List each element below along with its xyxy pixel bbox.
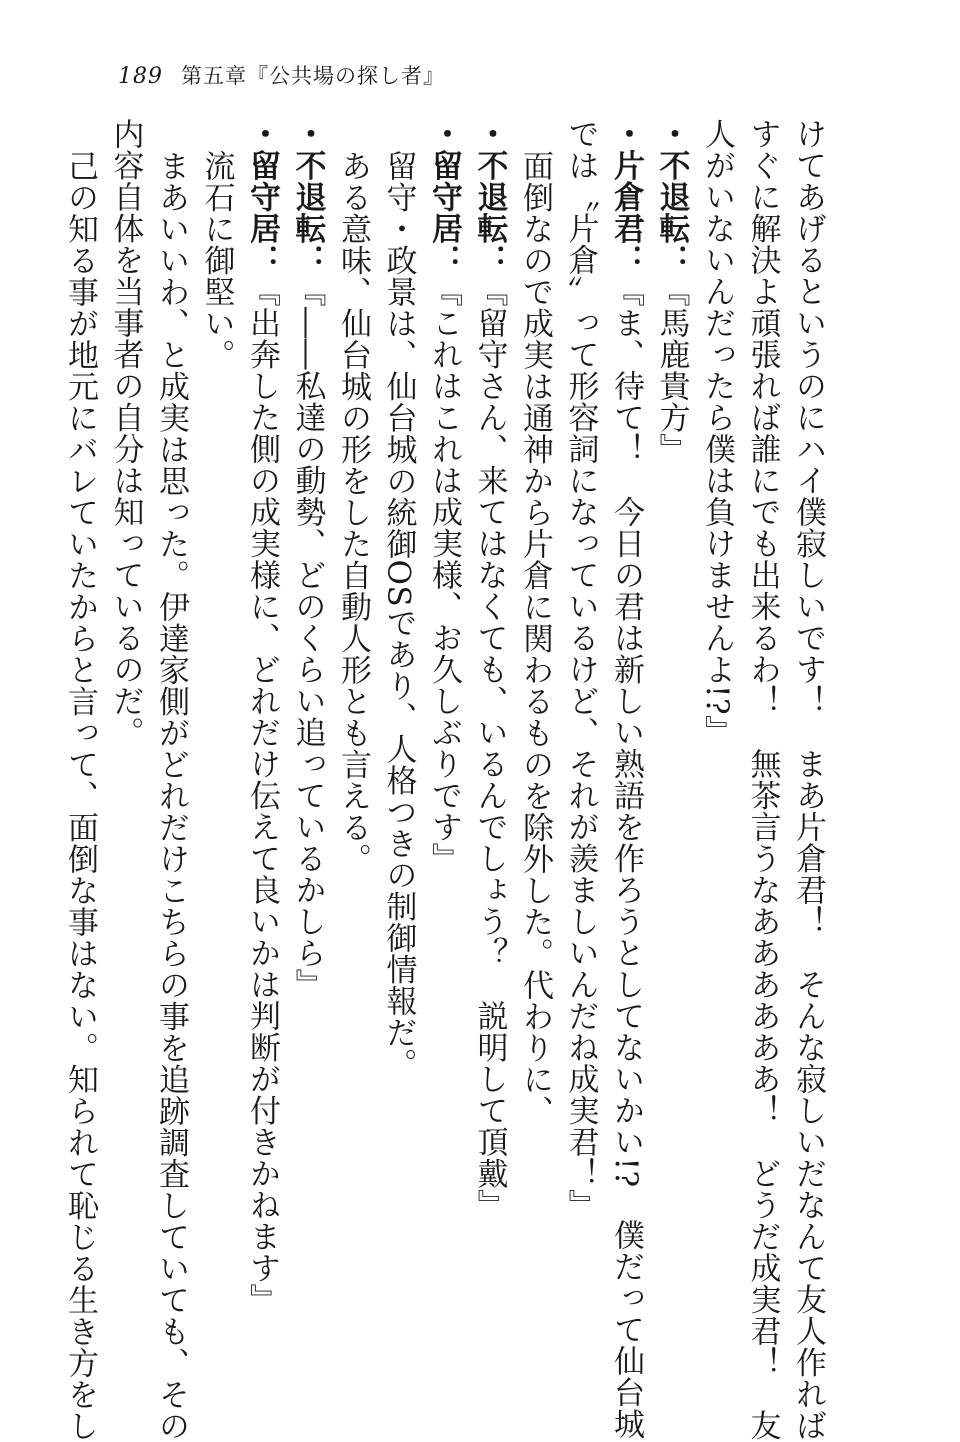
text-line: 留守・政景は、仙台城の統御OSであり、人格つきの制御情報だ。: [380, 150, 417, 1080]
text-line: では〝片倉〟って形容詞になっているけど、それが羨ましいんだね成実君！』: [562, 118, 599, 1221]
page-number: 189: [118, 64, 163, 89]
bullet-mark: ・: [244, 118, 280, 150]
chapter-title: 第五章『公共場の探し者』: [181, 64, 445, 88]
dialogue-line: ・留守居：『出奔した側の成実様に、どれだけ伝えて良いかは判断が付きかねます』: [244, 118, 280, 1315]
speaker-name: 不退転：: [653, 149, 690, 276]
bullet-mark: ・: [653, 118, 690, 150]
bullet-mark: ・: [471, 118, 508, 150]
text-line: まあいいわ、と成実は思った。伊達家側がどれだけこちらの事を追跡調査していても、その: [153, 150, 189, 1442]
speaker-name: 不退転：: [471, 149, 508, 276]
speaker-name: 片倉君：: [608, 149, 644, 276]
speaker-name: 留守居：: [426, 149, 462, 276]
bullet-mark: ・: [426, 118, 462, 150]
text-line: 面倒なので成実は通神から片倉に関わるものを除外した。代わりに、: [517, 150, 553, 1127]
dialogue-line: ・留守居：『これはこれは成実様、お久しぶりです』: [426, 118, 462, 874]
dialogue-line: ・片倉君：『ま、待て！ 今日の君は新しい熟語を作ろうとしてないかい!? 僕だって仙台城: [608, 118, 644, 1440]
vertical-body-text: [57, 118, 831, 1442]
text-line: 人がいないんだったら僕は負けませんよ!?』: [699, 118, 735, 747]
text-line: 己の知る事が地元にバレていたからと言って、面倒な事はない。知られて恥じる生き方をし: [62, 150, 98, 1442]
text-line: ある意味、仙台城の形をした自動人形とも言える。: [335, 150, 371, 875]
speaker-name: 不退転：: [289, 149, 326, 276]
speaker-name: 留守居：: [244, 149, 280, 276]
bullet-mark: ・: [289, 118, 326, 150]
text-line: けてあげるというのにハイ僕寂しいです！ まあ片倉君！ そんな寂しいだなんて友人作れば: [790, 118, 826, 1441]
dialogue-line: ・不退転：『――私達の動勢、どのくらい追っているかしら』: [289, 118, 326, 1000]
text-line: 内容自体を当事者の自分は知っているのだ。: [107, 118, 144, 748]
bullet-mark: ・: [608, 118, 644, 150]
text-line: 流石に御堅い。: [198, 150, 235, 371]
dialogue-line: ・不退転：『馬鹿貴方』: [653, 118, 690, 465]
text-line: すぐに解決よ頑張れば誰にでも出来るわ！ 無茶言うなああああああ！ どうだ成実君！ 友: [744, 118, 781, 1441]
dialogue-line: ・不退転：『留守さん、来てはなくても、いるんでしょう？ 説明して頂戴』: [471, 118, 508, 1221]
page-header: [118, 60, 445, 90]
